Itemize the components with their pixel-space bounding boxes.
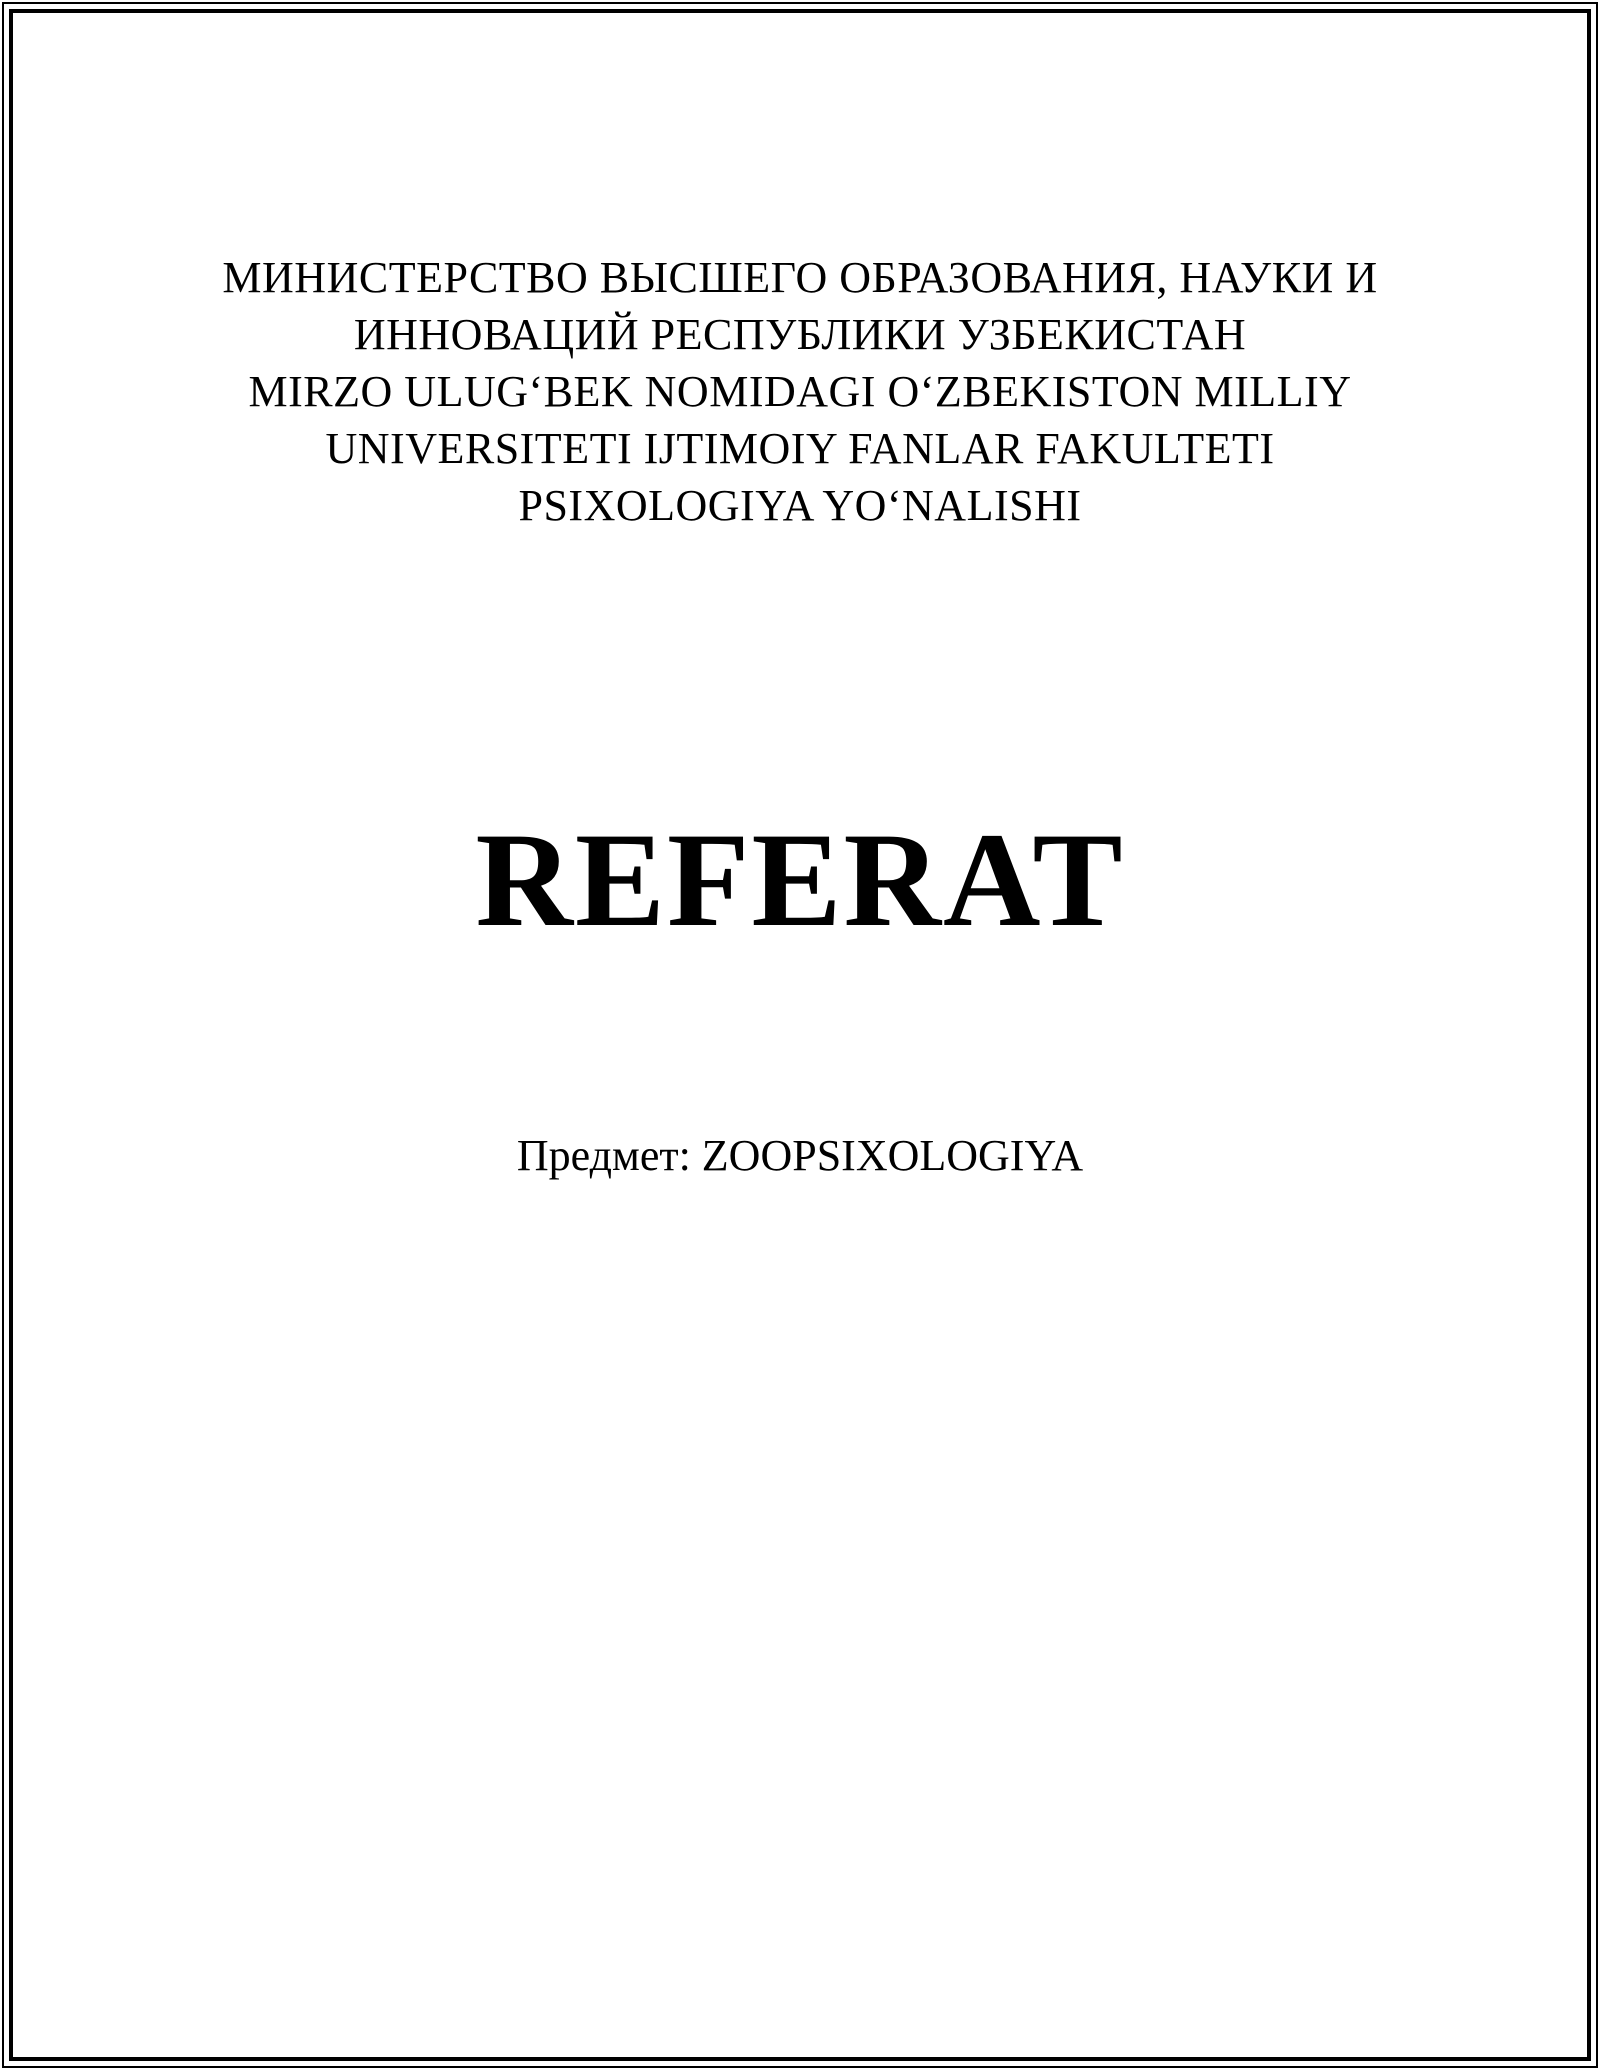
- header-line-3: MIRZO ULUG‘BEK NOMIDAGI O‘ZBEKISTON MILLIY: [248, 367, 1352, 416]
- header-line-1: МИНИСТЕРСТВО ВЫСШЕГО ОБРАЗОВАНИЯ, НАУКИ И: [222, 253, 1378, 302]
- subject-value: ZOOPSIXOLOGIYA: [701, 1131, 1084, 1180]
- header-line-5: PSIXOLOGIYA YO‘NALISHI: [518, 481, 1082, 530]
- header-line-4: UNIVERSITETI IJTIMOIY FANLAR FAKULTETI: [325, 424, 1275, 473]
- outer-border: [2, 2, 1598, 2068]
- document-title: REFERAT: [475, 806, 1125, 955]
- header-line-2: ИННОВАЦИЙ РЕСПУБЛИКИ УЗБЕКИСТАН: [353, 310, 1247, 359]
- inner-border: [9, 9, 1591, 2061]
- subject-label: Предмет:: [516, 1131, 691, 1180]
- ministry-header: [53, 249, 1547, 534]
- subject-line: [13, 1131, 1587, 1181]
